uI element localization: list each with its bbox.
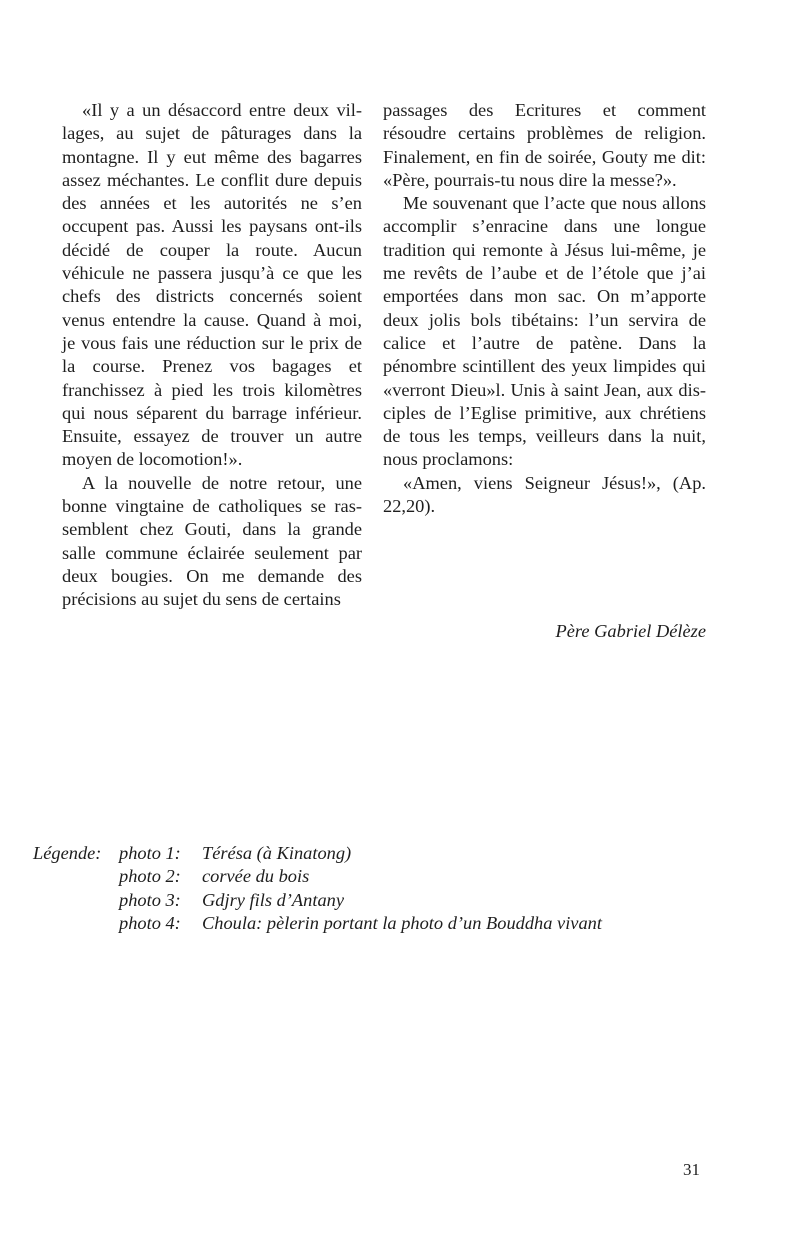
right-column [383,99,706,518]
paragraph-gathering: A la nouvelle de notre retour, une bonne vingtaine de catholiques se rassemblent chez Gouti, dans la grande salle commune éclairée seulement par deux bougies. On me demande des précisions au sujet du sens de certains [62,472,362,610]
caption-row-3 [33,889,753,912]
caption-value: Choula: pèlerin portant la photo d’un Bouddha vivant [202,912,602,933]
caption-row-4 [33,912,753,935]
paragraph-mass: Me souvenant que l’acte que nous allons accomplir s’enracine dans une longue tradition qui remonte à Jésus lui-même, je me revêts de l’aube et de l’étole que j’ai emportées dans mon sac. On m’apporte deux jolis bols tibétains: l’un servira de calice et l’autre de patène. Dans la pénombre scintillent des yeux limpides qui «verront Dieu»l. Unis à saint Jean, aux disciples de l’Eglise primitive, aux chrétiens de tous les temps, veilleurs dans la nuit, nous proclamons: [383,193,706,470]
paragraph-continuation: passages des Ecritures et comment résoudre certains problèmes de religion. Finalement, en fin de soirée, Gouty me dit: «Père, pourrais-tu nous dire la messe?». [383,100,706,190]
caption-lead: Légende: [33,843,102,863]
caption-row-1 [33,842,753,865]
caption-key: photo 4: [119,912,181,933]
paragraph-road-blockade: «Il y a un désaccord entre deux villages, au sujet de pâturages dans la montagne. Il y eut même des bagarres assez méchantes. Le conflit dure depuis des années et les autorités ne s’en occupent pas. Aussi les paysans ont-ils décidé de couper la route. Aucun véhicule ne passera jusqu’à ce que les chefs des districts concernés soient venus entendre la cause. Quand à moi, je vous fais une réduction sur le prix de la course. Prenez vos bagages et franchissez à pied les trois kilomètres qui nous séparent du barrage inférieur. Ensuite, essayez de trouver un autre moyen de locomotion!». [62,100,362,470]
page-number: 31 [683,1160,700,1179]
photo-caption [33,842,753,935]
paragraph-amen: «Amen, viens Seigneur Jésus!», (Ap. 22,20). [383,472,706,517]
caption-value: Térésa (à Kinatong) [202,843,352,863]
left-column [62,99,362,612]
caption-key: photo 1: [119,843,181,863]
caption-value: corvée du bois [202,866,310,887]
caption-row-2 [33,865,753,888]
caption-value: Gdjry fils d’Antany [202,889,344,910]
caption-key: photo 3: [119,889,181,910]
caption-key: photo 2: [119,866,181,887]
author-signature: Père Gabriel Délèze [555,621,706,641]
